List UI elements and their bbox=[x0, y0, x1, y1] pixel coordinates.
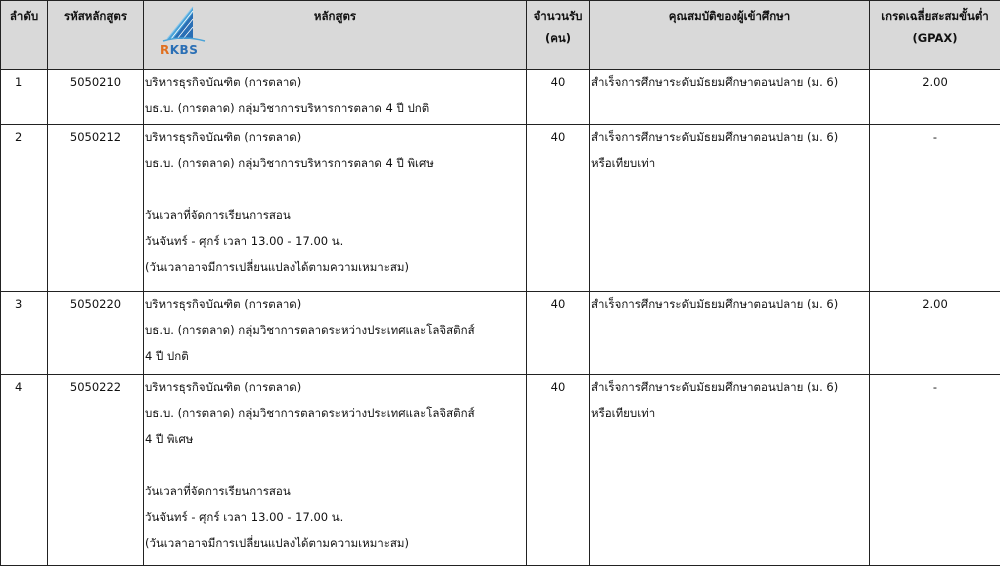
header-code: รหัสหลักสูตร bbox=[48, 1, 144, 70]
row-capacity: 40 bbox=[527, 375, 590, 566]
row-qualification: สำเร็จการศึกษาระดับมัธยมศึกษาตอนปลาย (ม. 6) bbox=[590, 70, 870, 125]
row-gpax: - bbox=[870, 125, 1000, 292]
header-program: RKBS หลักสูตร bbox=[144, 1, 527, 70]
header-seq: ลำดับ bbox=[1, 1, 48, 70]
row-program: บริหารธุรกิจบัณฑิต (การตลาด) บธ.บ. (การตลาด) กลุ่มวิชาการตลาดระหว่างประเทศและโลจิสติกส์ 4 ปี พิเศษ วันเวลาที่จัดการเรียนการสอน วันจันทร์ - ศุกร์ เวลา 13.00 - 17.00 น. (วันเวลาอาจมีการเปลี่ยนแปลงได้ตามความเหมาะสม) bbox=[144, 375, 527, 566]
row-capacity: 40 bbox=[527, 292, 590, 375]
row-capacity: 40 bbox=[527, 70, 590, 125]
row-qualification: สำเร็จการศึกษาระดับมัธยมศึกษาตอนปลาย (ม. 6) bbox=[590, 292, 870, 375]
row-seq: 1 bbox=[1, 70, 48, 125]
row-gpax: - bbox=[870, 375, 1000, 566]
table-row bbox=[1, 375, 1000, 566]
logo-text: RKBS bbox=[160, 43, 199, 57]
row-code: 5050222 bbox=[48, 375, 144, 566]
rkbs-logo bbox=[153, 3, 211, 57]
row-code: 5050212 bbox=[48, 125, 144, 292]
row-qualification: สำเร็จการศึกษาระดับมัธยมศึกษาตอนปลาย (ม. 6) หรือเทียบเท่า bbox=[590, 375, 870, 566]
row-code: 5050220 bbox=[48, 292, 144, 375]
row-code: 5050210 bbox=[48, 70, 144, 125]
table-row bbox=[1, 292, 1000, 375]
header-qualification: คุณสมบัติของผู้เข้าศึกษา bbox=[590, 1, 870, 70]
row-gpax: 2.00 bbox=[870, 70, 1000, 125]
row-program: บริหารธุรกิจบัณฑิต (การตลาด) บธ.บ. (การตลาด) กลุ่มวิชาการบริหารการตลาด 4 ปี พิเศษ วันเวลาที่จัดการเรียนการสอน วันจันทร์ - ศุกร์ เวลา 13.00 - 17.00 น. (วันเวลาอาจมีการเปลี่ยนแปลงได้ตามความเหมาะสม) bbox=[144, 125, 527, 292]
table-header-row bbox=[1, 1, 1000, 70]
row-program: บริหารธุรกิจบัณฑิต (การตลาด) บธ.บ. (การตลาด) กลุ่มวิชาการบริหารการตลาด 4 ปี ปกติ bbox=[144, 70, 527, 125]
table-row bbox=[1, 125, 1000, 292]
row-program: บริหารธุรกิจบัณฑิต (การตลาด) บธ.บ. (การตลาด) กลุ่มวิชาการตลาดระหว่างประเทศและโลจิสติกส์ 4 ปี ปกติ bbox=[144, 292, 527, 375]
row-seq: 3 bbox=[1, 292, 48, 375]
sail-logo-icon bbox=[153, 3, 211, 43]
header-gpax: เกรดเฉลี่ยสะสมขั้นต่ำ (GPAX) bbox=[870, 1, 1000, 70]
row-capacity: 40 bbox=[527, 125, 590, 292]
header-capacity: จำนวนรับ (คน) bbox=[527, 1, 590, 70]
row-seq: 4 bbox=[1, 375, 48, 566]
row-seq: 2 bbox=[1, 125, 48, 292]
table-row bbox=[1, 70, 1000, 125]
row-gpax: 2.00 bbox=[870, 292, 1000, 375]
row-qualification: สำเร็จการศึกษาระดับมัธยมศึกษาตอนปลาย (ม. 6) หรือเทียบเท่า bbox=[590, 125, 870, 292]
